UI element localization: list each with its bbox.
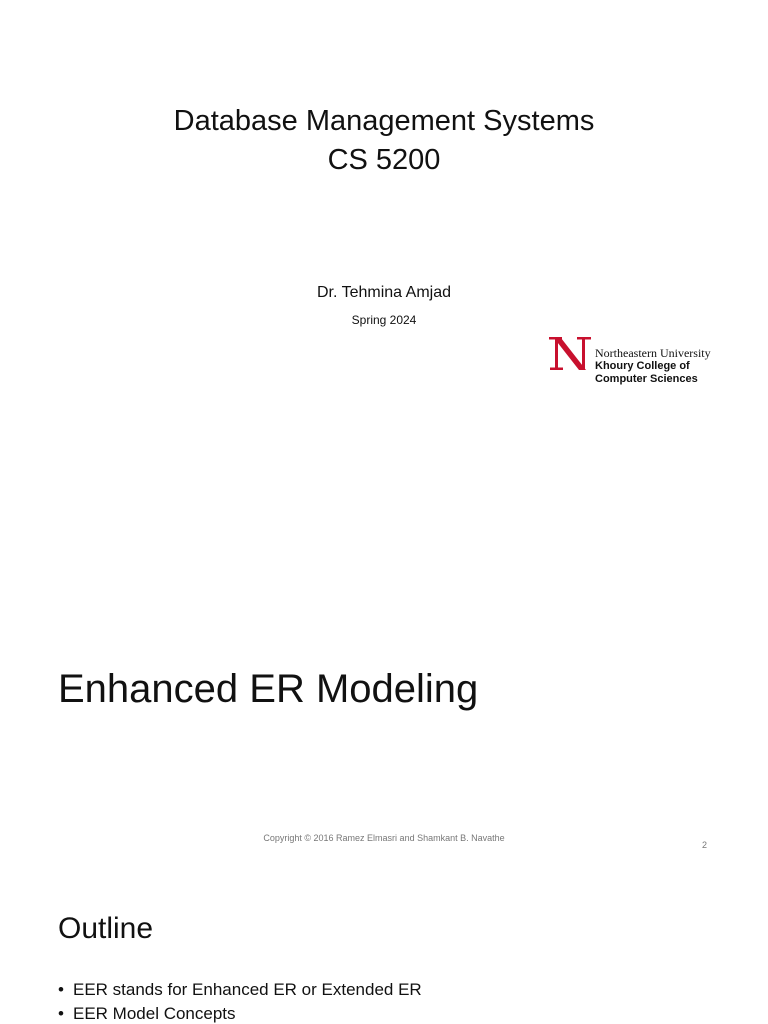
- section-title: Enhanced ER Modeling: [58, 667, 479, 711]
- logo-text: [595, 346, 729, 386]
- instructor-name: Dr. Tehmina Amjad: [317, 284, 451, 301]
- course-title: Database Management Systems: [173, 105, 595, 137]
- list-item-text: EER Model Concepts: [73, 1004, 236, 1023]
- northeastern-n-icon: [549, 336, 593, 372]
- bullet-icon: •: [58, 1004, 64, 1023]
- copyright-notice: Copyright © 2016 Ramez Elmasri and Shamkant B. Navathe: [263, 833, 505, 843]
- list-item: [58, 978, 422, 1002]
- college-name-line1: Khoury College of: [595, 360, 690, 372]
- slide-number: 2: [702, 840, 708, 850]
- outline-title: Outline: [58, 912, 154, 945]
- college-name-line2: Computer Sciences: [595, 373, 698, 385]
- list-item-text: EER stands for Enhanced ER or Extended ER: [73, 980, 422, 999]
- semester-label: Spring 2024: [351, 313, 417, 327]
- outline-list: [58, 978, 422, 1024]
- university-name: Northeastern University: [595, 346, 711, 360]
- list-item: [58, 1002, 422, 1024]
- course-code: CS 5200: [327, 144, 441, 176]
- bullet-icon: •: [58, 980, 64, 999]
- northeastern-logo: [549, 336, 729, 388]
